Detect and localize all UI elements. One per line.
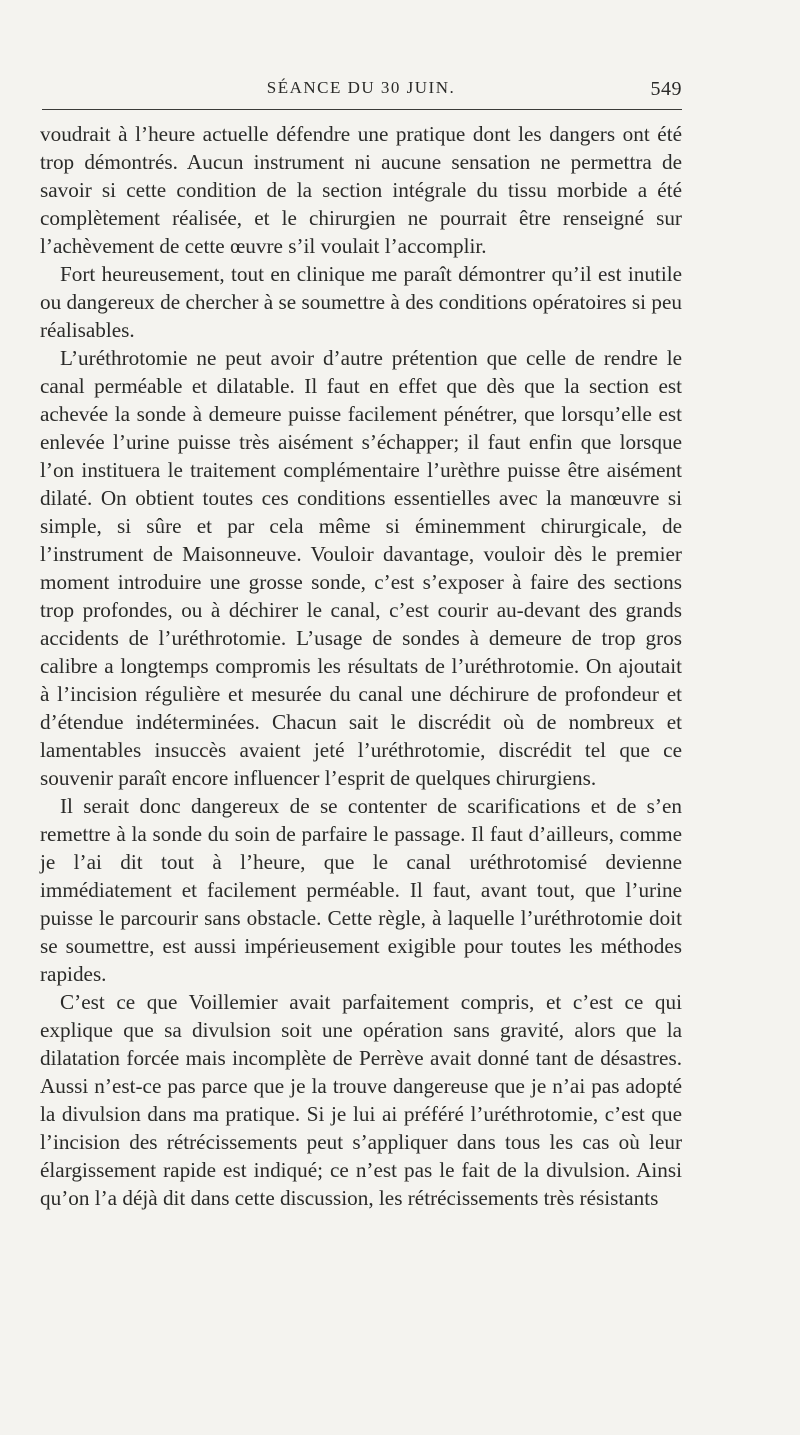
paragraph: Il serait donc dangereux de se contenter de scarifications et de s’en remettre à la sonde du soin de parfaire le passage. Il faut d’ailleurs, comme je l’ai dit tout à l’heure, que le canal uréthrotomisé devienne immédiatement et facilement perméable. Il faut, avant tout, que l’urine puisse le parcourir sans obstacle. Cette règle, à laquelle l’uréthrotomie doit se soumettre, est aussi impérieusement exigible pour toutes les méthodes rapides. — [40, 794, 682, 986]
running-title: SÉANCE DU 30 JUIN. — [266, 78, 456, 97]
header-rule — [42, 109, 682, 110]
page-number: 549 — [650, 78, 682, 100]
paragraph: L’uréthrotomie ne peut avoir d’autre prétention que celle de rendre le canal perméable et dilatable. Il faut en effet que dès que la section est achevée la sonde à demeure puisse facilement pénétrer, que lorsqu’elle est enlevée l’urine puisse très aisément s’échapper; il faut enfin que lorsque l’on instituera le traitement complémentaire l’urèthre puisse être aisément dilaté. On obtient toutes ces conditions essentielles avec la manœuvre si simple, si sûre et par cela même si éminemment chirurgicale, de l’instrument de Maisonneuve. Vouloir davantage, vouloir dès le premier moment introduire une grosse sonde, c’est s’exposer à faire des sections trop profondes, ou à déchirer le canal, c’est courir au-devant des grands accidents de l’uréthrotomie. L’usage de sondes à demeure de trop gros calibre a longtemps compromis les résultats de l’uréthrotomie. On ajoutait à l’incision régulière et mesurée du canal une déchirure de profondeur et d’étendue indéterminées. Chacun sait le discrédit où de nombreux et lamentables insuccès avaient jeté l’uréthrotomie, discrédit tel que ce souvenir paraît encore influencer l’esprit de quelques chirurgiens. — [40, 346, 682, 790]
body-text — [40, 120, 682, 1212]
running-head — [40, 78, 682, 102]
paragraph-continuation: voudrait à l’heure actuelle défendre une pratique dont les dangers ont été trop démontrés. Aucun instrument ni aucune sensation ne permettra de savoir si cette condition de la section intégrale du tissu morbide a été complètement réalisée, et le chirurgien ne pourrait être renseigné sur l’achèvement de cette œuvre s’il voulait l’accomplir. — [40, 122, 682, 258]
paragraph: Fort heureusement, tout en clinique me paraît démontrer qu’il est inutile ou dangereux de chercher à se soumettre à des conditions opératoires si peu réalisables. — [40, 262, 682, 342]
paragraph: C’est ce que Voillemier avait parfaitement compris, et c’est ce qui explique que sa divulsion soit une opération sans gravité, alors que la dilatation forcée mais incomplète de Perrève avait donné tant de désastres. Aussi n’est-ce pas parce que je la trouve dangereuse que je n’ai pas adopté la divulsion dans ma pratique. Si je lui ai préféré l’uréthrotomie, c’est que l’incision des rétrécissements peut s’appliquer dans tous les cas où leur élargissement rapide est indiqué; ce n’est pas le fait de la divulsion. Ainsi qu’on l’a déjà dit dans cette discussion, les rétrécissements très résistants — [40, 990, 682, 1210]
